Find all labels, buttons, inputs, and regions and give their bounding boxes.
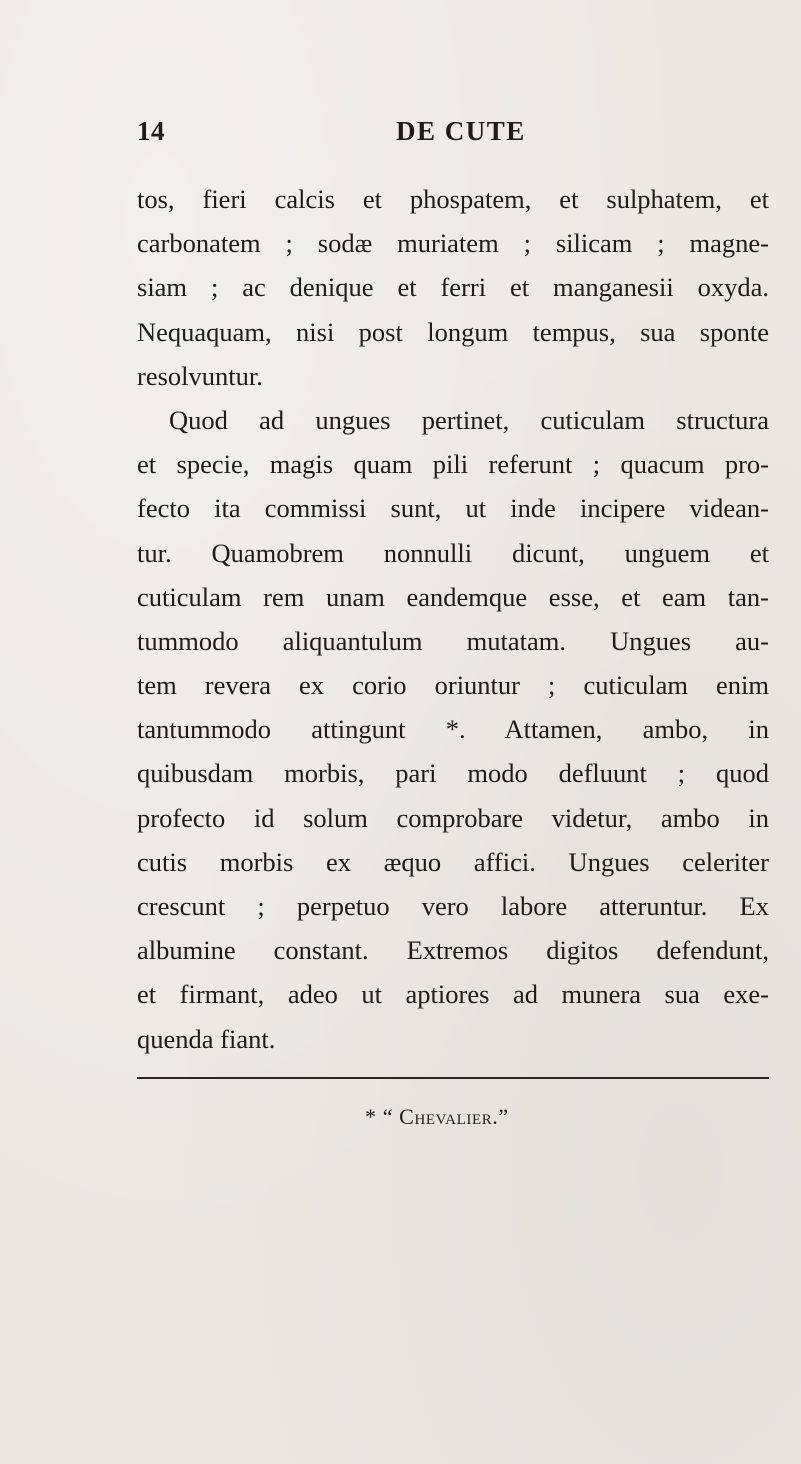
text-line: profecto id solum comprobare videtur, ambo in [137,802,769,833]
text-line: tos, fieri calcis et phospatem, et sulphatem, et [137,184,769,214]
text-line: quenda fiant. [137,1023,276,1054]
running-title: DE CUTE [396,116,526,146]
text-line: tem revera ex corio oriuntur ; cuticulam enim [137,670,769,701]
text-line: et firmant, adeo ut aptiores ad munera sua exe- [137,979,769,1010]
text-line: tur. Quamobrem nonnulli dicunt, unguem et [137,537,769,568]
running-head [137,116,665,152]
text-line: fecto ita commissi sunt, ut inde incipere videan- [137,493,769,524]
text-line: carbonatem ; sodæ muriatem ; silicam ; magne- [137,228,769,259]
paragraph-start-line: Quod ad ungues pertinet, cuticulam structura [169,404,769,435]
text-line: resolvuntur. [137,360,263,391]
footnote-text: “ Chevalier.” [382,1104,509,1129]
text-line: tummodo aliquantulum mutatam. Ungues au- [137,625,769,656]
text-line: crescunt ; perpetuo vero labore atteruntur. Ex [137,891,769,921]
text-line: albumine constant. Extremos digitos defendunt, [137,935,769,966]
text-line: cuticulam rem unam eandemque esse, et eam tan- [137,581,769,612]
body-text [137,177,769,1061]
text-line: tantummodo attingunt *. Attamen, ambo, in [137,714,769,745]
text-line: et specie, magis quam pili referunt ; quacum pro- [137,449,769,480]
footnote-marker: * [365,1104,377,1129]
text-line: siam ; ac denique et ferri et manganesii oxyda. [137,272,769,303]
text-line: cutis morbis ex æquo affici. Ungues celeriter [137,846,769,877]
page-number: 14 [137,116,165,146]
text-line: quibusdam morbis, pari modo defluunt ; quod [137,758,769,789]
footnote [365,1104,509,1130]
text-line: Nequaquam, nisi post longum tempus, sua sponte [137,316,769,347]
footnote-rule [137,1077,769,1079]
